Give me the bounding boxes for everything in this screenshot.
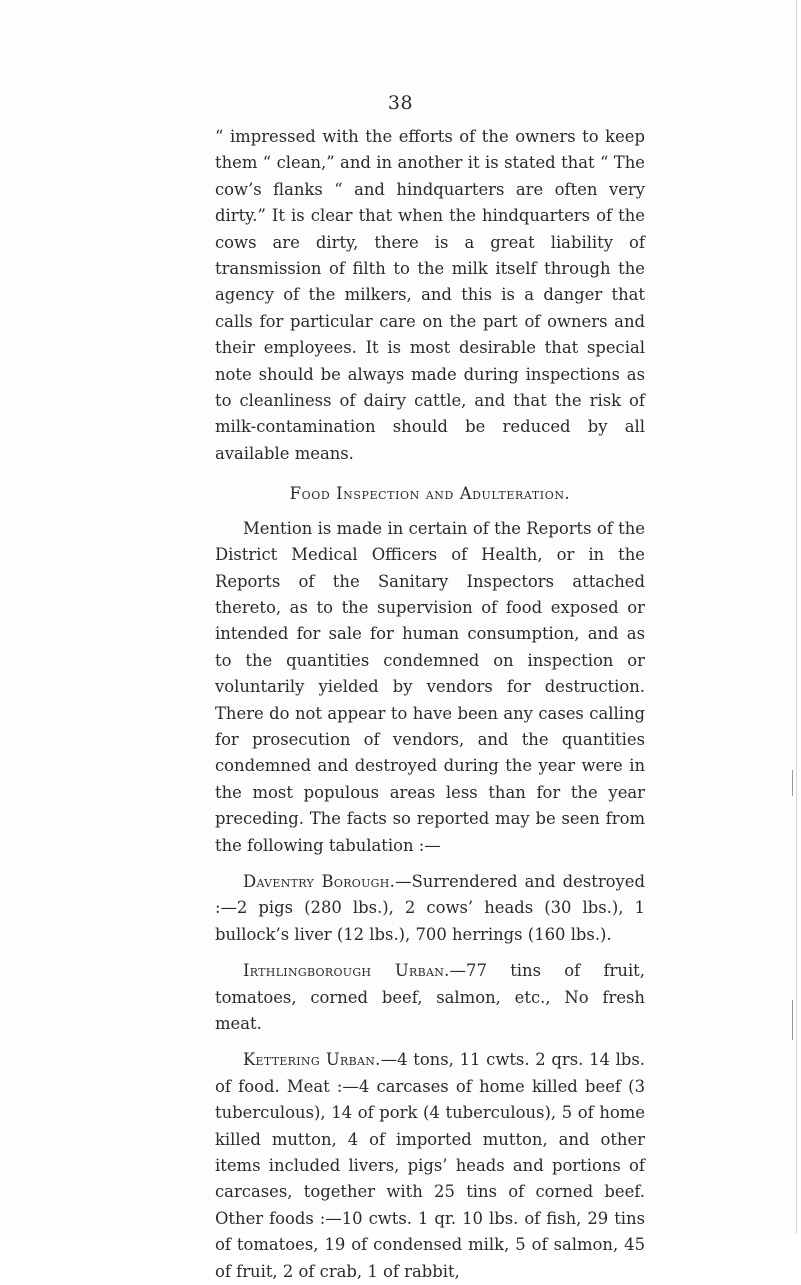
scan-edge-mark — [792, 1000, 793, 1040]
page-body — [215, 124, 645, 1285]
entry-text: —Surrendered and destroyed :—2 pigs (280 lbs.), 2 cows’ heads (30 lbs.), 1 bullock’s liver (12 lbs.), 700 herrings (160 lbs.). — [215, 871, 645, 944]
section-intro-paragraph: Mention is made in certain of the Reports of the District Medical Officers of Health, or in the Reports of the Sanitary Inspectors attached thereto, as to the supervision of food exposed or intended for sale for human consumption, and as to the quantities condemned on inspection or voluntarily yielded by vendors for destruction. There do not appear to have been any cases calling for prosecution of vendors, and the quantities condemned and destroyed during the year were in the most populous areas less than for the year preceding. The facts so reported may be seen from the following tabulation :— — [215, 518, 645, 855]
scan-edge-mark — [792, 770, 793, 796]
entry-text: —4 tons, 11 cwts. 2 qrs. 14 lbs. of food. Meat :—4 carcases of home killed beef (3 tuberculous), 14 of pork (4 tuberculous), 5 of home killed mutton, 4 of imported mutton, and other items included livers, pigs’ heads and portions of carcases, together with 25 tins of corned beef. Other foods :—10 cwts. 1 qr. 10 lbs. of fish, 29 tins of tomatoes, 19 of condensed milk, 5 of salmon, 45 of fruit, 2 of crab, 1 of rabbit, — [215, 1050, 645, 1281]
entry-label: Irthlingborough Urban. — [243, 961, 450, 981]
entry-label: Daventry Borough. — [243, 871, 396, 891]
page-number: 38 — [387, 92, 414, 114]
entry-label: Kettering Urban. — [243, 1050, 381, 1070]
entry-daventry-borough — [215, 869, 645, 948]
entry-text: —77 tins of fruit, tomatoes, corned beef, salmon, etc., No fresh meat. — [215, 961, 645, 1033]
opening-paragraph: “ impressed with the efforts of the owners to keep them “ clean,” and in another it is stated that “ The cow’s flanks “ and hindquarters are often very dirty.” It is clear that when the hindquarters of the cows are dirty, there is a great liability of transmission of filth to the milk itself through the agency of the milkers, and this is a danger that calls for particular care on the part of owners and their employees. It is most desirable that special note should be always made during inspections as to cleanliness of dairy cattle, and that the risk of milk-contamination should be reduced by all available means. — [215, 127, 645, 463]
entry-irthlingborough-urban — [215, 958, 645, 1037]
section-heading: Food Inspection and Adulteration. — [289, 484, 571, 504]
scan-edge-line — [796, 0, 797, 1234]
entry-kettering-urban — [215, 1047, 645, 1285]
